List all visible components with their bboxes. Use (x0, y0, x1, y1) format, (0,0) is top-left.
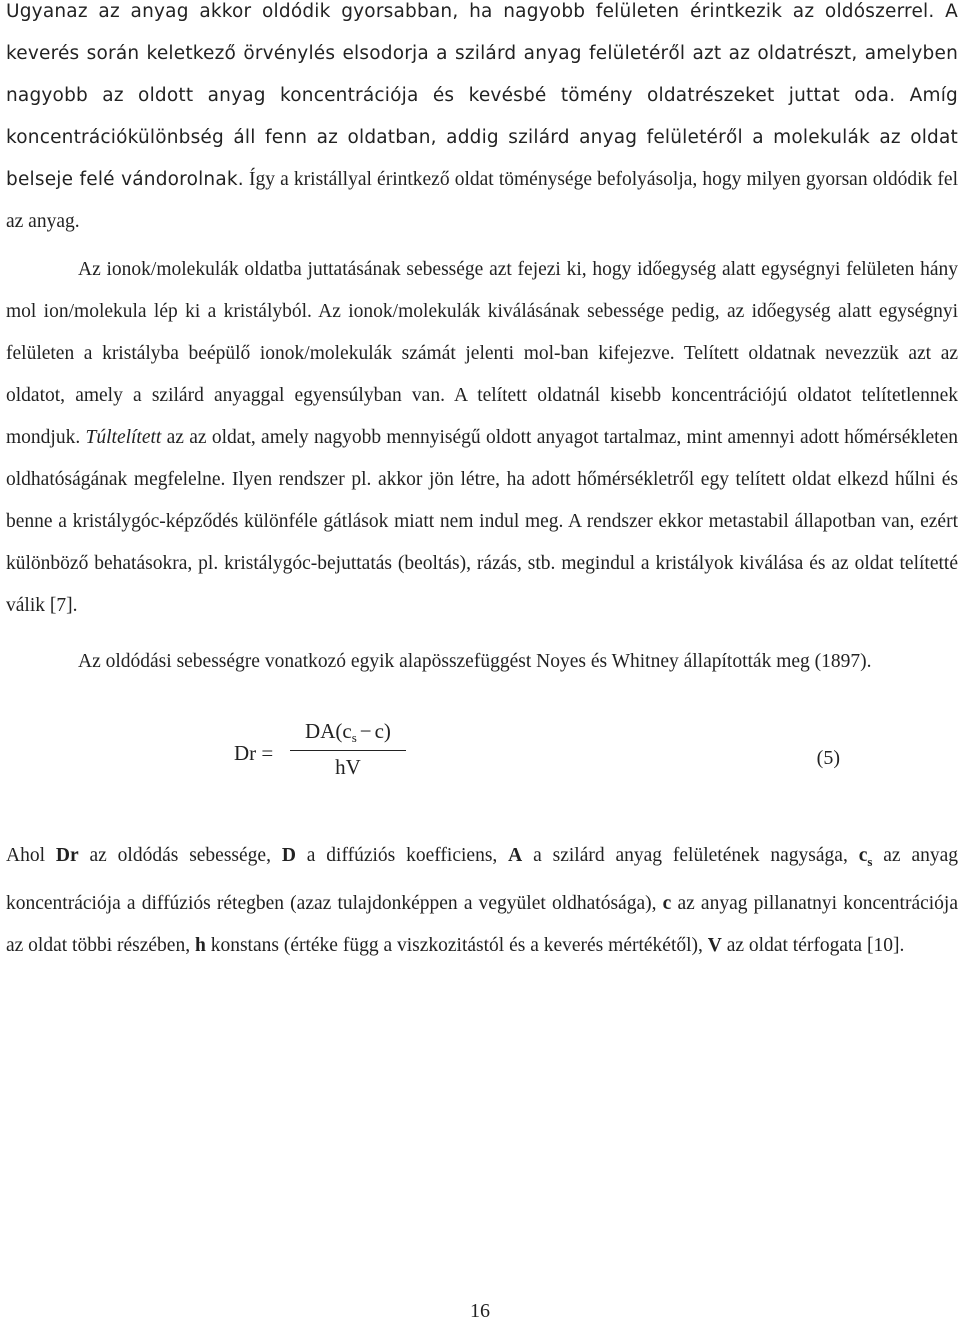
paragraph-ion-rates (6, 249, 958, 627)
var-cs-letter: c (858, 845, 868, 866)
text: az anyag koncentrációja a diffúziós rétegben (azaz tulajdonképpen a vegyület oldhatósága), (6, 845, 959, 914)
var-v: V (707, 934, 722, 956)
text: a szilárd anyag felületének nagysága, (522, 845, 859, 866)
var-cs-subscript: s (867, 853, 873, 869)
paragraph-noyes-whitney (6, 641, 958, 683)
var-cs (858, 845, 873, 869)
var-d: D (281, 845, 296, 866)
equation-number: (5) (816, 747, 840, 769)
minus-sign: − (359, 719, 372, 743)
paragraph-text-sans: Ugyanaz az anyag akkor oldódik gyorsabban, ha nagyobb felületen érintkezik az oldószerrel. A keverés során keletkező örvénylés elsodorja a szilárd anyag felületéről azt az oldatrészt, amelyben nagyobb az oldott anyag koncentrációja és kevésbé tömény oldatrészeket juttat oda. Amíg koncentrációkülönbség áll fenn az oldatban, addig szilárd anyag felületéről a molekulák az oldat belseje felé vándorolnak. (6, 1, 958, 190)
paragraph-variable-definitions (6, 835, 958, 967)
numerator-text-end: c) (374, 719, 391, 743)
document-page (6, 0, 958, 967)
numerator-subscript: s (351, 730, 357, 745)
paragraph-text: Az ionok/molekulák oldatba juttatásának sebessége azt fejezi ki, hogy időegység alatt egységnyi felületen hány mol ion/molekula lép ki a kristályból. Az ionok/molekulák kiválásának sebessége pedig, az időegység alatt egységnyi felületen a kristályba beépülő ionok/molekulák számát jelenti mol-ban kifejezve. Telített oldatnak nevezzük azt az oldatot, amely a szilárd anyaggal egyensúlyban van. A telített oldatnál kisebb koncentrációjú oldatot telítetlennek mondjuk. (6, 259, 958, 448)
paragraph-text-serif: Így a kristállyal érintkező oldat töménysége befolyásolja, hogy milyen gyorsan oldódik fel az anyag. (6, 169, 958, 232)
term-supersaturated: Túltelített (85, 427, 162, 448)
numerator-text: DA(c (305, 719, 352, 743)
text: az oldódás sebessége, (78, 845, 282, 866)
page-number: 16 (470, 1300, 490, 1322)
var-c: c (662, 892, 672, 914)
text: Ahol (6, 845, 56, 866)
equation-lhs: Dr = (234, 741, 274, 765)
paragraph-text: Az oldódási sebességre vonatkozó egyik alapösszefüggést Noyes és Whitney állapították meg (1897). (78, 651, 872, 672)
equation-noyes-whitney (6, 719, 958, 835)
equation-denominator: hV (335, 755, 361, 779)
equation-numerator (286, 719, 410, 750)
var-h: h (194, 934, 206, 956)
text: az oldat térfogata [10]. (721, 934, 905, 956)
paragraph-dissolution-surface (6, 0, 958, 243)
text: a diffúziós koefficiens, (295, 845, 509, 866)
text: az anyag pillanatnyi koncentrációja az oldat többi részében, (6, 892, 958, 956)
paragraph-text: az az oldat, amely nagyobb mennyiségű oldott anyagot tartalmaz, mint amennyi adott hőmérsékleten oldhatóságának megfelelne. Ilyen rendszer pl. akkor jön létre, ha adott hőmérsékletről egy telített oldat elkezd hűlni és benne a kristálygóc-képződés különféle gátlások miatt nem indul meg. A rendszer ekkor metastabil állapotban van, ezért különböző behatásokra, pl. kristálygóc-bejuttatás (beoltás), rázás, stb. megindul a kristályok kiválása és az oldat telítetté válik [7]. (6, 427, 958, 616)
var-a: A (508, 845, 523, 866)
equation-fraction (286, 719, 410, 780)
text: konstans (értéke függ a viszkozitástól és a keverés mértékétől), (205, 934, 708, 956)
var-dr: Dr (55, 845, 79, 866)
